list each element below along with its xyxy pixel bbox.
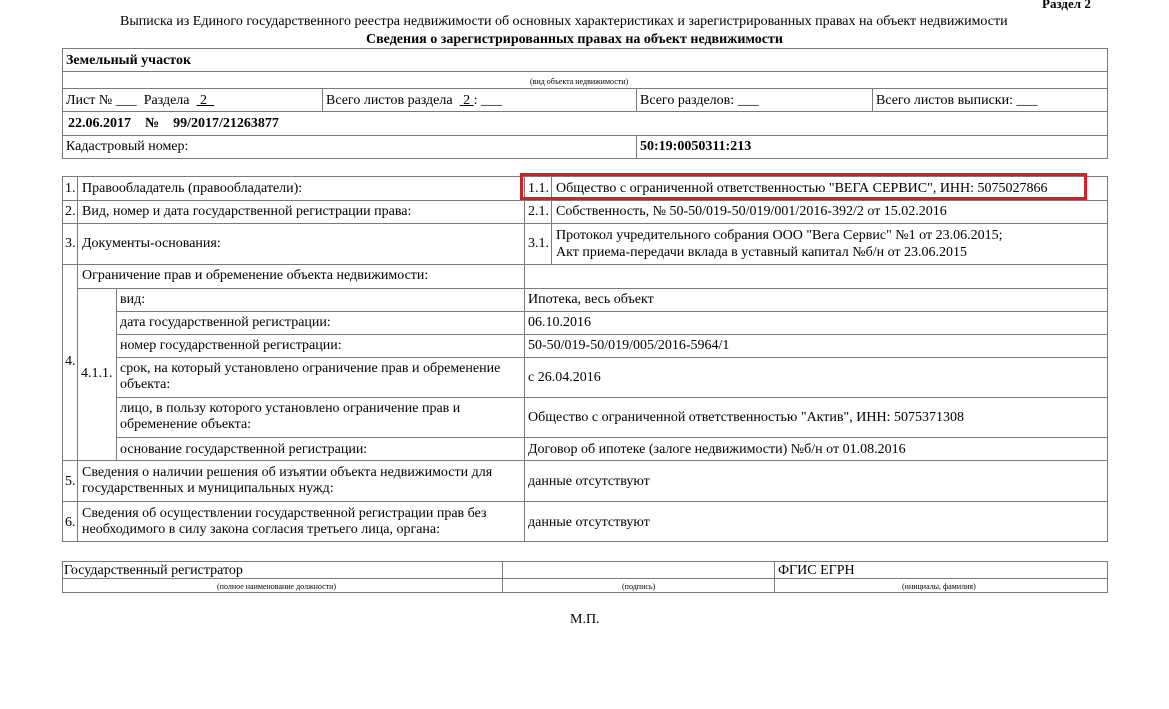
row4-sub-number: 4.1.1. — [81, 366, 113, 381]
basis-document-2: Акт приема-передачи вклада в уставный капитал №б/н от 23.06.2015 — [556, 245, 968, 260]
total-sheets: Всего листов выписки: ___ — [876, 93, 1038, 108]
object-type: Земельный участок — [66, 53, 192, 68]
basis-documents-label: Документы-основания: — [82, 236, 221, 251]
encumbrance-date-label: дата государственной регистрации: — [120, 315, 331, 330]
cadastral-number: 50:19:0050311:213 — [640, 139, 752, 154]
row3-sub-number: 3.1. — [528, 236, 549, 251]
row6-number: 6. — [65, 515, 76, 530]
rightholder-label: Правообладатель (правообладатели): — [82, 181, 303, 196]
document-title: Выписка из Единого государственного реестра недвижимости об основных характеристиках и зарегистрированных правах на объект недвижимости — [120, 14, 1008, 29]
sheets-in-section: Всего листов раздела 2 : ___ — [326, 93, 502, 108]
signature-caption: (подпись) — [622, 582, 656, 591]
encumbrance-label: Ограничение прав и обременение объекта недвижимости: — [82, 268, 429, 283]
row3-number: 3. — [65, 236, 76, 251]
seizure-label: Сведения о наличии решения об изъятии объекта недвижимости для государственных и муниципальных нужд: — [82, 465, 493, 496]
consent-value: данные отсутствуют — [528, 515, 650, 530]
encumbrance-number-value: 50-50/019-50/019/005/2016-5964/1 — [528, 338, 730, 353]
encumbrance-term-value: с 26.04.2016 — [528, 370, 601, 385]
row5-number: 5. — [65, 474, 76, 489]
encumbrance-type-label: вид: — [120, 292, 146, 307]
row4-number: 4. — [65, 354, 76, 369]
consent-label: Сведения об осуществлении государственной регистрации прав без необходимого в силу закона согласия третьего лица, органа: — [82, 506, 487, 537]
position-caption: (полное наименование должности) — [217, 582, 337, 591]
encumbrance-number-label: номер государственной регистрации: — [120, 338, 342, 353]
total-sections: Всего разделов: ___ — [640, 93, 759, 108]
highlight-box — [520, 173, 1087, 200]
name-caption: (инициалы, фамилия) — [902, 582, 976, 591]
right-registration-label: Вид, номер и дата государственной регистрации права: — [82, 204, 412, 219]
seizure-value: данные отсутствуют — [528, 474, 650, 489]
extract-date-number: 22.06.2017 № 99/2017/21263877 — [68, 116, 279, 131]
stamp-place: М.П. — [570, 612, 600, 627]
row2-sub-number: 2.1. — [528, 204, 549, 219]
row2-number: 2. — [65, 204, 76, 219]
document-subtitle: Сведения о зарегистрированных правах на объект недвижимости — [366, 32, 783, 47]
encumbrance-date-value: 06.10.2016 — [528, 315, 591, 330]
encumbrance-basis-value: Договор об ипотеке (залоге недвижимости) №б/н от 01.08.2016 — [528, 442, 906, 457]
registrar-position: Государственный регистратор — [64, 563, 243, 578]
encumbrance-beneficiary-label: лицо, в пользу которого установлено ограничение прав и обременение объекта: — [120, 401, 461, 432]
row1-number: 1. — [65, 181, 76, 196]
rightholder-value: Общество с ограниченной ответственностью "ВЕГА СЕРВИС", ИНН: 5075027866 — [556, 181, 1048, 196]
right-registration-value: Собственность, № 50-50/019-50/019/001/2016-392/2 от 15.02.2016 — [556, 204, 947, 219]
section-label: Раздел 2 — [1042, 0, 1091, 11]
registrar-name: ФГИС ЕГРН — [778, 563, 855, 578]
encumbrance-term-label: срок, на который установлено ограничение прав и обременение объекта: — [120, 361, 501, 392]
sheet-number: Лист № ___ Раздела 2 — [66, 93, 208, 108]
row1-sub-number: 1.1. — [528, 181, 549, 196]
cadastral-label: Кадастровый номер: — [66, 139, 189, 154]
basis-document-1: Протокол учредительного собрания ООО "Вега Сервис" №1 от 23.06.2015; — [556, 228, 1003, 243]
encumbrance-beneficiary-value: Общество с ограниченной ответственностью "Актив", ИНН: 5075371308 — [528, 410, 964, 425]
encumbrance-type-value: Ипотека, весь объект — [528, 292, 654, 307]
object-type-caption: (вид объекта недвижимости) — [530, 77, 629, 86]
encumbrance-basis-label: основание государственной регистрации: — [120, 442, 368, 457]
